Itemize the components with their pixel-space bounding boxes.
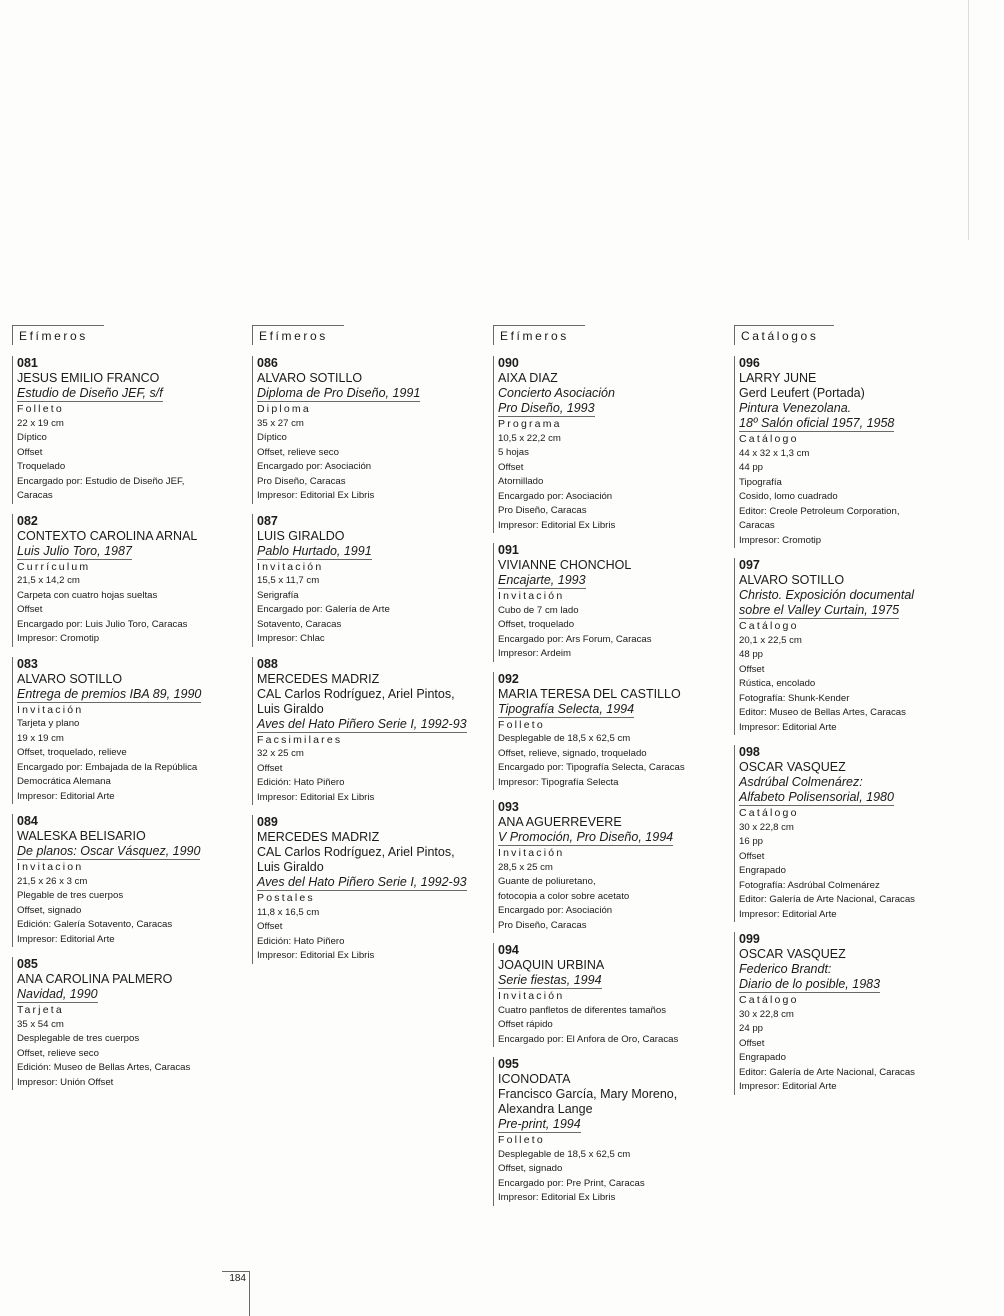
entry-number: 081 [17,356,38,370]
entry-number: 088 [257,656,278,671]
catalog-entry [12,657,238,805]
section-header: Efímeros [252,325,344,345]
entry-category: Catálogo [739,807,799,819]
entry-detail: Offset [739,1037,765,1049]
entry-detail: Edición: Hato Piñero [257,777,345,788]
entry-detail: Guante de poliuretano, [498,876,596,887]
entry-title-text: Diario de lo posible, 1983 [739,977,881,991]
entry-detail: 21,5 x 26 x 3 cm [17,875,88,887]
entry-detail: 19 x 19 cm [17,732,64,744]
entry-category: Invitación [498,590,565,602]
entry-list [493,356,719,1206]
entry-title-text: Tipografía Selecta, 1994 [498,701,635,716]
entry-detail: Edición: Hato Piñero [257,935,345,947]
entry-author: AIXA DIAZ [498,371,558,385]
catalog-entry [734,745,960,922]
entry-detail: Cubo de 7 cm lado [498,604,579,616]
entry-number: 085 [17,957,38,971]
entry-number: 086 [257,356,278,370]
entry-detail: Offset, troquelado [498,619,575,630]
entry-detail: Offset [17,604,43,615]
entry-author: ICONODATA [498,1072,571,1086]
entry-detail: Encargado por: Luis Julio Toro, Caracas [17,618,188,630]
entry-title [17,987,238,1003]
entry-detail: Edición: Museo de Bellas Artes, Caracas [17,1062,191,1073]
entry-author: ALVARO SOTILLO [739,573,845,587]
entry-category: Invitación [257,560,324,573]
entry-title-text: Encajarte, 1993 [498,573,586,587]
entry-detail: 24 pp [739,1023,764,1034]
entry-detail: 15,5 x 11,7 cm [257,575,320,586]
catalog-entry [493,943,719,1047]
entry-category: Catálogo [739,994,799,1006]
entry-title-text: Luis Julio Toro, 1987 [17,543,132,558]
entry-category: Currículum [17,560,91,573]
entry-title-text: De planos: Oscar Vásquez, 1990 [17,844,201,858]
entry-title [498,830,719,846]
entry-detail: 21,5 x 14,2 cm [17,575,80,586]
entry-number: 098 [739,745,760,759]
entry-title [739,603,960,619]
catalog-entry [12,356,238,504]
entry-category: Invitacion [17,861,84,873]
entry-title [739,416,960,432]
entry-detail: Sotavento, Caracas [257,618,342,630]
entry-title-text: V Promoción, Pro Diseño, 1994 [498,830,674,844]
entry-number: 092 [498,671,519,686]
entry-author: JOAQUIN URBINA [498,958,605,972]
entry-category: Invitación [498,990,565,1002]
entry-title-text: Entrega de premios IBA 89, 1990 [17,686,202,701]
catalog-entry [252,356,478,504]
catalog-entry [493,1057,719,1206]
entry-category: Catálogo [739,620,799,632]
catalog-entry [493,543,719,662]
entry-title-text: Pablo Hurtado, 1991 [257,543,372,558]
entry-detail: Offset, signado [17,904,82,916]
entry-detail: 44 x 32 x 1,3 cm [739,447,810,459]
entry-detail: Caracas [17,490,53,501]
entry-detail: Encargado por: Asociación [498,905,613,916]
entry-author: MARIA TERESA DEL CASTILLO [498,686,681,701]
entry-detail: Impresor: Editorial Arte [739,908,837,920]
entry-detail: 16 pp [739,836,764,847]
entry-detail: Encargado por: Estudio de Diseño JEF, [17,475,185,487]
entry-title [257,544,478,560]
entry-title [17,687,238,703]
entry-detail: Offset, signado [498,1163,563,1174]
entry-detail: 11,8 x 16,5 cm [257,906,320,918]
entry-credit: Francisco García, Mary Moreno, [498,1087,678,1101]
entry-detail: Offset [17,446,43,458]
entry-author: OSCAR VASQUEZ [739,947,846,961]
entry-detail: Offset [257,921,283,932]
entry-number: 084 [17,814,38,828]
entry-detail: Encargado por: Asociación [498,490,613,502]
entry-detail: 22 x 19 cm [17,417,64,429]
entry-title [17,386,238,402]
entry-number: 094 [498,943,519,957]
entry-detail: 20,1 x 22,5 cm [739,634,802,646]
entry-detail: Encargado por: Tipografía Selecta, Caracas [498,762,685,773]
entry-title: Asdrúbal Colmenárez: [739,775,863,789]
entry-author: MERCEDES MADRIZ [257,830,380,844]
entry-category: Invitación [498,847,565,859]
entry-detail: Engrapado [739,1052,786,1063]
entry-detail: Díptico [257,432,287,443]
entry-title-text: Pro Diseño, 1993 [498,401,595,415]
entry-detail: 5 hojas [498,447,529,458]
entry-title-text: sobre el Valley Curtain, 1975 [739,603,900,617]
entry-detail: 44 pp [739,462,764,473]
entry-detail: Editor: Galería de Arte Nacional, Caracas [739,1066,915,1078]
entry-title-text: Estudio de Diseño JEF, s/f [17,386,163,400]
entry-detail: 35 x 27 cm [257,417,304,429]
entry-number: 082 [17,513,38,528]
entry-title-text: Navidad, 1990 [17,987,98,1001]
entry-title: Federico Brandt: [739,962,832,976]
entry-detail: Encargado por: Ars Forum, Caracas [498,633,652,645]
entry-detail: Rústica, encolado [739,678,816,689]
entry-number: 090 [498,356,519,370]
entry-title [257,386,478,402]
entry-detail: Offset [739,663,765,675]
entry-title [739,977,960,993]
entry-detail: Impresor: Editorial Ex Libris [257,490,375,501]
entry-detail: Encargado por: El Anfora de Oro, Caracas [498,1033,679,1045]
entry-category: Postales [257,892,315,904]
entry-detail: Impresor: Editorial Ex Libris [257,791,375,803]
entry-category: Folleto [498,1134,545,1146]
entry-title-text: Diploma de Pro Diseño, 1991 [257,386,421,400]
entry-detail: Offset, troquelado, relieve [17,747,127,758]
entry-detail: Encargado por: Embajada de la República [17,761,198,773]
entry-detail: Impresor: Editorial Arte [739,721,837,733]
catalog-entry [12,514,238,647]
entry-author: LUIS GIRALDO [257,528,345,543]
entry-author: CONTEXTO CAROLINA ARNAL [17,528,198,543]
catalog-entry [734,932,960,1095]
entry-detail: Tipografía [739,476,782,488]
entry-list [12,356,238,1090]
entry-detail: Encargado por: Pre Print, Caracas [498,1177,645,1189]
entry-category: Programa [498,418,562,430]
entry-number: 099 [739,932,760,946]
entry-title-text: Alfabeto Polisensorial, 1980 [739,790,894,804]
catalog-entry [493,672,719,791]
section-header: Efímeros [12,325,104,345]
entry-detail: Editor: Galería de Arte Nacional, Caracas [739,894,915,905]
entry-detail: Cosido, lomo cuadrado [739,491,838,502]
entry-detail: Impresor: Chlac [257,633,325,644]
entry-category: Folleto [17,403,64,415]
entry-title [498,573,719,589]
catalog-entry [12,957,238,1090]
entry-detail: Troquelado [17,461,66,472]
entry-credit: Alexandra Lange [498,1102,593,1116]
entry-credit: CAL Carlos Rodríguez, Ariel Pintos, [257,845,455,859]
entry-detail: Offset rápido [498,1019,553,1030]
entry-title-text: Aves del Hato Piñero Serie I, 1992-93 [257,875,467,889]
entry-detail: Edición: Galería Sotavento, Caracas [17,919,173,930]
entry-category: Catálogo [739,433,799,445]
entry-detail: Fotografía: Shunk-Kender [739,692,850,704]
entry-detail: Impresor: Cromotip [739,534,822,546]
entry-number: 091 [498,543,519,557]
catalog-column-2 [252,325,478,974]
entry-title: Christo. Exposición documental [739,588,915,602]
entry-author: ALVARO SOTILLO [17,671,123,686]
entry-detail: Offset, relieve, signado, troquelado [498,747,647,759]
entry-detail: Editor: Creole Petroleum Corporation, [739,505,900,517]
entry-detail: Offset [257,762,283,774]
entry-number: 095 [498,1057,519,1071]
entry-number: 096 [739,356,760,370]
entry-detail: Cuatro panfletos de diferentes tamaños [498,1004,666,1016]
entry-title [17,844,238,860]
entry-detail: Impresor: Editorial Arte [17,790,115,802]
entry-detail: Impresor: Editorial Ex Libris [498,1192,616,1203]
catalog-column-4 [734,325,960,1105]
entry-author: JESUS EMILIO FRANCO [17,371,160,385]
entry-detail: Offset [498,461,524,473]
entry-title [257,875,478,891]
entry-author: VIVIANNE CHONCHOL [498,558,632,572]
entry-detail: Engrapado [739,865,786,876]
entry-author: OSCAR VASQUEZ [739,760,846,774]
catalog-entry [734,356,960,548]
entry-author: ANA AGUERREVERE [498,815,622,829]
entry-title-text: Serie fiestas, 1994 [498,973,602,987]
entry-title-text: Pre-print, 1994 [498,1117,581,1131]
entry-number: 097 [739,558,760,572]
catalog-entry [493,356,719,533]
entry-detail: Caracas [739,520,775,531]
entry-detail: Impresor: Tipografía Selecta [498,776,619,788]
entry-detail: 30 x 22,8 cm [739,821,794,833]
entry-detail: Impresor: Editorial Arte [739,1081,837,1092]
entry-detail: Offset [739,850,765,862]
entry-detail: Encargado por: Asociación [257,461,372,472]
entry-detail: Atornillado [498,476,544,487]
entry-detail: Offset, relieve seco [17,1047,99,1059]
entry-number: 089 [257,815,278,829]
entry-credit: CAL Carlos Rodríguez, Ariel Pintos, [257,686,455,701]
entry-author: ANA CAROLINA PALMERO [17,972,173,986]
entry-detail: Impresor: Editorial Ex Libris [498,519,616,531]
entry-list [252,356,478,964]
entry-credit: Luis Giraldo [257,860,324,874]
entry-detail: 48 pp [739,649,764,660]
entry-detail: fotocopia a color sobre acetato [498,890,630,902]
entry-detail: Plegable de tres cuerpos [17,890,124,901]
entry-detail: 35 x 54 cm [17,1018,64,1030]
entry-author: LARRY JUNE [739,371,817,385]
entry-title [739,790,960,806]
catalog-entry [252,815,478,964]
catalog-column-3 [493,325,719,1216]
entry-title: Pintura Venezolana. [739,401,852,415]
entry-detail: Desplegable de tres cuerpos [17,1033,140,1044]
section-header: Efímeros [493,325,585,345]
entry-detail: 30 x 22,8 cm [739,1008,794,1020]
entry-detail: Impresor: Cromotip [17,633,100,644]
entry-title-text: 18º Salón oficial 1957, 1958 [739,416,895,430]
entry-title: Concierto Asociación [498,386,615,400]
catalog-column-1 [12,325,238,1100]
entry-detail: Impresor: Editorial Ex Libris [257,950,375,961]
entry-author: ALVARO SOTILLO [257,371,363,385]
page-number: 184 [222,1271,250,1316]
entry-title [257,717,478,733]
entry-category: Tarjeta [17,1004,64,1016]
entry-detail: Díptico [17,432,47,443]
entry-category: Facsimilares [257,733,343,746]
entry-detail: Impresor: Unión Offset [17,1076,114,1088]
entry-author: WALESKA BELISARIO [17,829,146,843]
entry-detail: 32 x 25 cm [257,748,304,759]
entry-detail: Pro Diseño, Caracas [257,475,346,487]
entry-category: Folleto [498,718,545,731]
entry-title [498,1117,719,1133]
entry-title-text: Aves del Hato Piñero Serie I, 1992-93 [257,716,467,731]
section-header: Catálogos [734,325,834,345]
entry-number: 093 [498,800,519,814]
entry-category: Diploma [257,403,311,415]
entry-detail: Encargado por: Galería de Arte [257,604,390,615]
entry-detail: 28,5 x 25 cm [498,861,553,873]
entry-credit: Luis Giraldo [257,701,324,716]
entry-title [498,702,719,718]
catalog-entry [12,814,238,947]
entry-credit: Gerd Leufert (Portada) [739,386,865,400]
entry-category: Invitación [17,703,84,716]
entry-detail: Editor: Museo de Bellas Artes, Caracas [739,707,906,718]
entry-detail: Impresor: Ardeim [498,648,572,659]
entry-detail: Offset, relieve seco [257,446,339,458]
entry-detail: Desplegable de 18,5 x 62,5 cm [498,733,631,744]
entry-detail: Serigrafía [257,589,299,601]
entry-detail: Desplegable de 18,5 x 62,5 cm [498,1148,631,1160]
entry-detail: Impresor: Editorial Arte [17,933,115,945]
entry-title [17,544,238,560]
catalog-entry [493,800,719,933]
entry-detail: 10,5 x 22,2 cm [498,432,561,444]
catalog-entry [734,558,960,735]
entry-title [498,973,719,989]
page-edge-line [968,0,969,240]
entry-author: MERCEDES MADRIZ [257,671,380,686]
catalog-entry [252,657,478,806]
entry-detail: Carpeta con cuatro hojas sueltas [17,589,158,601]
entry-list [734,356,960,1095]
entry-number: 087 [257,513,278,528]
entry-detail: Democrática Alemana [17,776,111,787]
entry-number: 083 [17,656,38,671]
entry-detail: Pro Diseño, Caracas [498,505,587,516]
catalog-entry [252,514,478,647]
entry-title [498,401,719,417]
entry-detail: Tarjeta y plano [17,718,80,729]
entry-detail: Pro Diseño, Caracas [498,919,587,931]
entry-detail: Fotografía: Asdrúbal Colmenárez [739,879,880,891]
